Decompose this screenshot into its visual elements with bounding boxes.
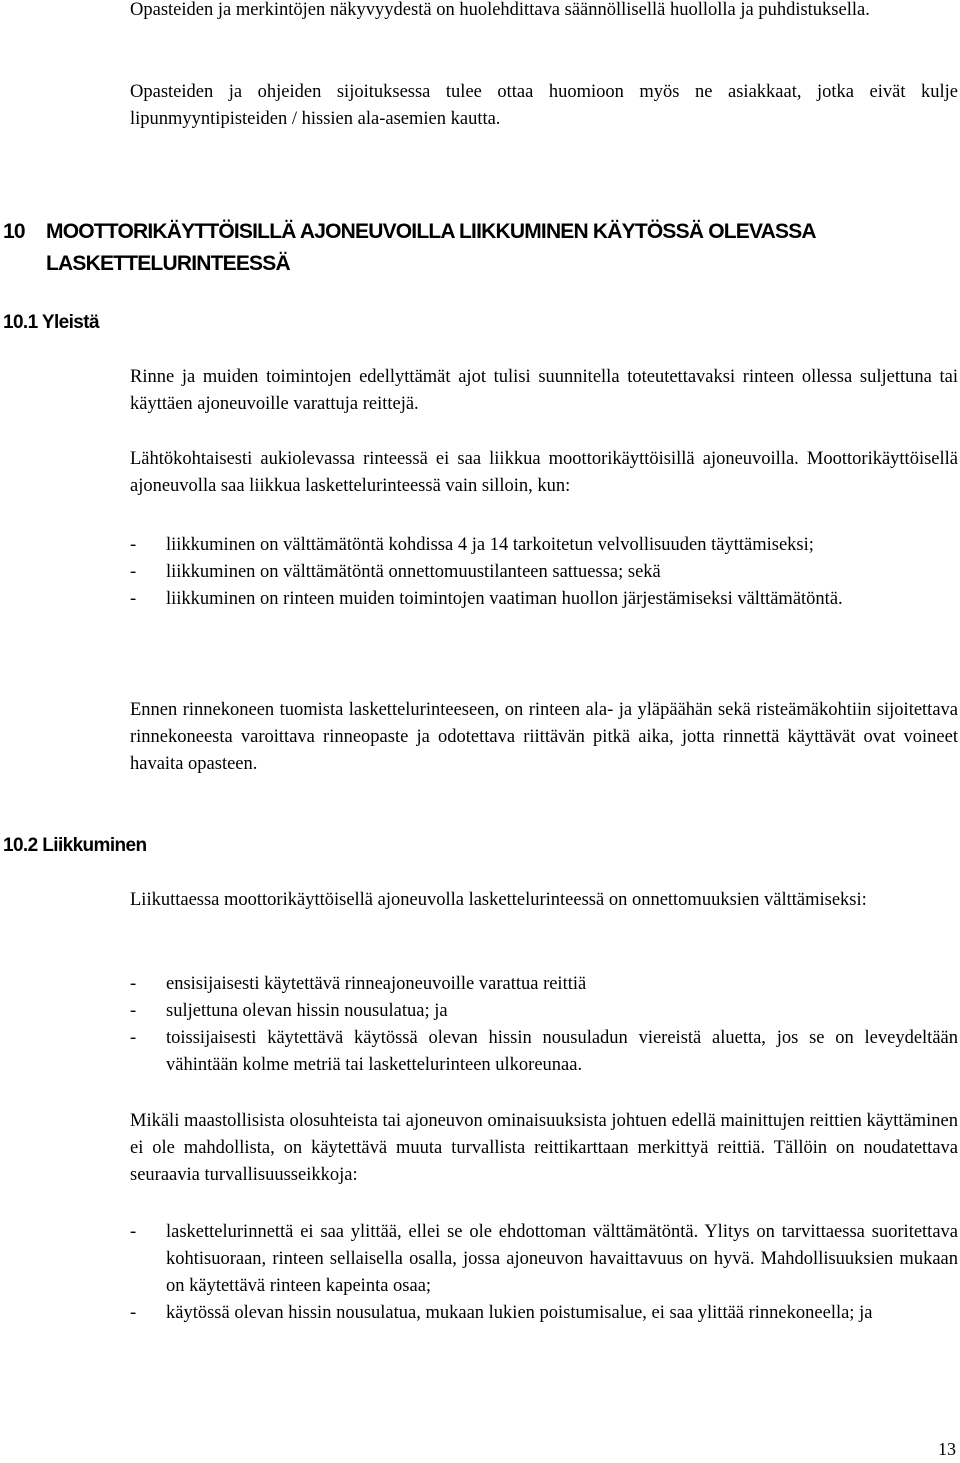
section-10-2-paragraph-1: Liikuttaessa moottorikäyttöisellä ajoneuvolla laskettelurinteessä on onnettomuuksien välttämiseksi: xyxy=(130,890,867,910)
list-item: - toissijaisesti käytettävä käytössä olevan hissin nousuladun viereistä aluetta, jos se on leveydeltään vähintään kolme metriä tai laskettelurinteen ulkoreunaa. xyxy=(130,1028,958,1075)
section-10-2-paragraph-2: Mikäli maastollisista olosuhteista tai ajoneuvon ominaisuuksista johtuen edellä mainittujen reittien käyttäminen ei ole mahdollista, on käytettävä muuta turvallista reittikarttaan merkittyä reittiä. Tällöin on noudatettava seuraavia turvallisuusseikkoja: xyxy=(130,1111,958,1185)
section-10-2-list-1 xyxy=(130,971,958,1079)
intro-paragraph-2: Opasteiden ja ohjeiden sijoituksessa tulee ottaa huomioon myös ne asiakkaat, jotka eivät kulje lipunmyyntipisteiden / hissien ala-asemien kautta. xyxy=(130,82,958,129)
section-10-number: 10 xyxy=(3,220,25,243)
list-item: - liikkuminen on rinteen muiden toimintojen vaatiman huollon järjestämiseksi välttämätöntä. xyxy=(130,589,843,609)
list-item: - suljettuna olevan hissin nousulatua; ja xyxy=(130,1001,448,1021)
list-item: - liikkuminen on välttämätöntä kohdissa 4 ja 14 tarkoitetun velvollisuuden täyttämiseksi; xyxy=(130,535,814,555)
intro-paragraph-1: Opasteiden ja merkintöjen näkyvyydestä on huolehdittava säännöllisellä huollolla ja puhdistuksella. xyxy=(130,0,870,20)
section-10-1-paragraph-1: Rinne ja muiden toimintojen edellyttämät ajot tulisi suunnitella toteutettavaksi rinteen ollessa suljettuna tai käyttäen ajoneuvoille varattuja reittejä. xyxy=(130,367,958,414)
list-item: - ensisijaisesti käytettävä rinneajoneuvoille varattua reittiä xyxy=(130,974,587,994)
section-10-1-paragraph-3: Ennen rinnekoneen tuomista laskettelurinteeseen, on rinteen ala- ja yläpäähän sekä risteämäkohtiin sijoitettava rinnekoneesta varoittava rinneopaste ja odotettava riittävän pitkä aika, jotta rinnettä käyttävät ovat voineet havaita opasteen. xyxy=(130,700,958,774)
section-10-1-list xyxy=(130,532,958,613)
section-10-title: MOOTTORIKÄYTTÖISILLÄ AJONEUVOILLA LIIKKUMINEN KÄYTÖSSÄ OLEVASSA LASKETTELURINTEESSÄ xyxy=(46,220,816,275)
section-10-1-heading: 10.1 Yleistä xyxy=(3,312,99,333)
list-item: - liikkuminen on välttämätöntä onnettomuustilanteen sattuessa; sekä xyxy=(130,562,661,582)
section-10-heading xyxy=(3,216,826,280)
list-item: - laskettelurinnettä ei saa ylittää, ellei se ole ehdottoman välttämätöntä. Ylitys on tarvittaessa suoritettava kohtisuoraan, rinteen sellaisella osalla, jossa ajoneuvon havaittavuus on hyvä. Mahdollisuuksien mukaan on käytettävä rinteen kapeinta osaa; xyxy=(130,1222,958,1296)
page-number: 13 xyxy=(938,1439,956,1459)
section-10-2-heading: 10.2 Liikkuminen xyxy=(3,835,147,856)
section-10-2-list-2 xyxy=(130,1219,958,1327)
list-item: - käytössä olevan hissin nousulatua, mukaan lukien poistumisalue, ei saa ylittää rinnekoneella; ja xyxy=(130,1303,873,1323)
section-10-1-paragraph-2: Lähtökohtaisesti aukiolevassa rinteessä ei saa liikkua moottorikäyttöisillä ajoneuvoilla. Moottorikäyttöisellä ajoneuvolla saa liikkua laskettelurinteessä vain silloin, kun: xyxy=(130,449,958,496)
